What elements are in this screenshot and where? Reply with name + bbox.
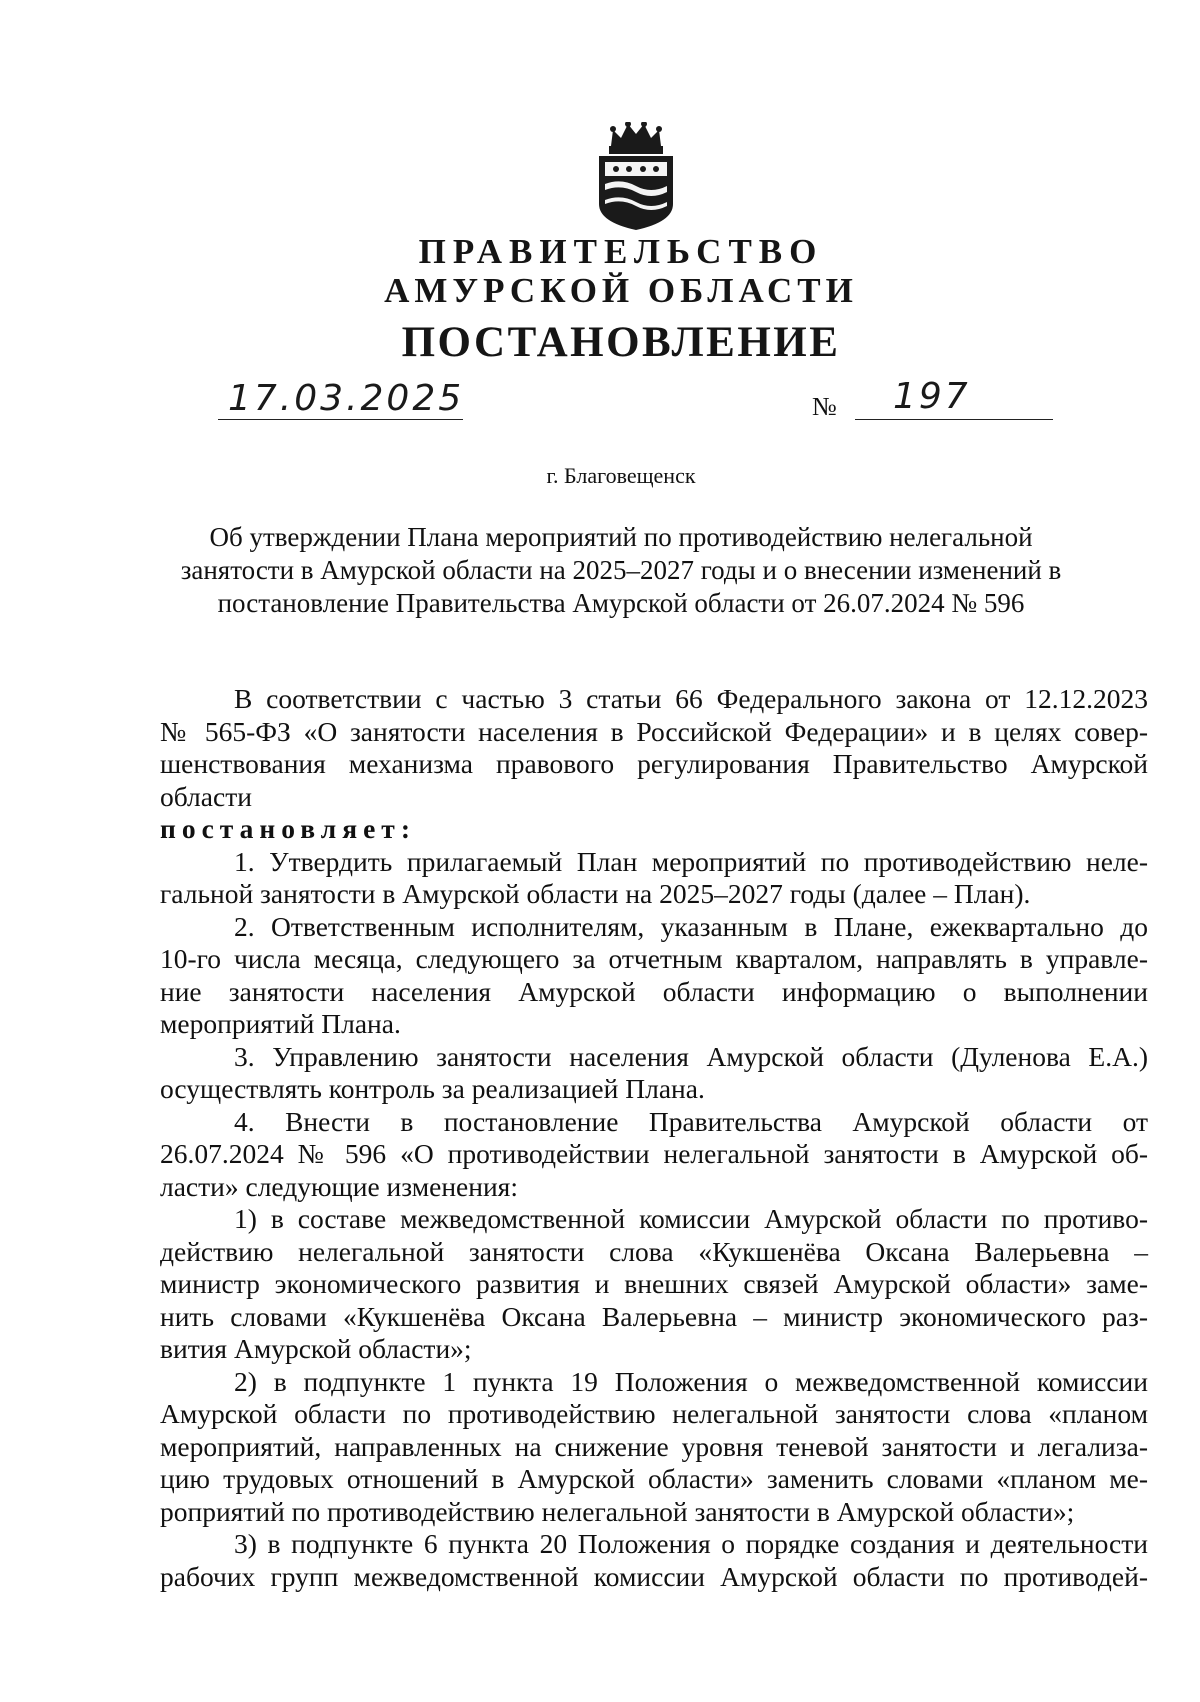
document-body <box>160 683 1148 1593</box>
number-sign: № <box>812 392 837 421</box>
subitem-2-line: Амурской области по противодействию нелегальной занятости слова «планом <box>160 1398 1148 1429</box>
paragraph-1-line: гальной занятости в Амурской области на 2025–2027 годы (далее – План). <box>160 878 1031 909</box>
subitem-2-line: 2) в подпункте 1 пункта 19 Положения о межведомственной комиссии <box>234 1365 1148 1397</box>
preamble-line: области <box>160 780 252 812</box>
paragraph-1-line: 1. Утвердить прилагаемый План мероприятий по противодействию неле- <box>234 845 1148 877</box>
subitem-2-line: цию трудовых отношений в Амурской области» заменить словами «планом ме- <box>160 1463 1148 1494</box>
paragraph-2-line: ние занятости населения Амурской области информацию о выполнении <box>160 975 1148 1007</box>
preamble-line: № 565-ФЗ «О занятости населения в Российской Федерации» и в целях совер- <box>160 715 1148 747</box>
handwritten-number: 197 <box>893 376 971 417</box>
document-title-line2: занятости в Амурской области на 2025–2027 годы и о внесении изменений в <box>180 555 1062 585</box>
paragraph-4-line: ласти» следующие изменения: <box>160 1170 518 1202</box>
paragraph-2-line: мероприятий Плана. <box>160 1008 401 1039</box>
preamble-line: шенствования механизма правового регулирования Правительство Амурской <box>160 748 1148 779</box>
handwritten-date: 17.03.2025 <box>228 378 465 419</box>
preamble-line: В соответствии с частью 3 статьи 66 Федерального закона от 12.12.2023 <box>234 683 1148 714</box>
government-name-line2: АМУРСКОЙ ОБЛАСТИ <box>384 271 858 310</box>
subitem-2-line: мероприятий, направленных на снижение уровня теневой занятости и легализа- <box>160 1430 1148 1462</box>
paragraph-3-line: 3. Управлению занятости населения Амурской области (Дуленова Е.А.) <box>234 1040 1148 1072</box>
document-title-line1: Об утверждении Плана мероприятий по противодействию нелегальной <box>209 522 1033 552</box>
subitem-1-line: вития Амурской области»; <box>160 1333 472 1364</box>
paragraph-2-line: 2. Ответственным исполнителям, указанным в Плане, ежеквартально до <box>234 910 1148 942</box>
subitem-3-line: рабочих групп межведомственной комиссии Амурской области по противодей- <box>160 1560 1148 1592</box>
number-underline <box>855 419 1053 420</box>
paragraph-4-line: 26.07.2024 № 596 «О противодействии нелегальной занятости в Амурской об- <box>160 1138 1148 1169</box>
subitem-2-line: роприятий по противодействию нелегальной занятости в Амурской области»; <box>160 1495 1075 1527</box>
subitem-1-line: нить словами «Кукшенёва Оксана Валерьевна – министр экономического раз- <box>160 1300 1148 1332</box>
subitem-1-line: 1) в составе межведомственной комиссии Амурской области по противо- <box>234 1203 1148 1234</box>
coat-of-arms-emblem <box>591 122 681 232</box>
document-title-line3: постановление Правительства Амурской области от 26.07.2024 № 596 <box>217 588 1025 618</box>
paragraph-3-line: осуществлять контроль за реализацией Плана. <box>160 1073 705 1104</box>
subitem-3-line: 3) в подпункте 6 пункта 20 Положения о порядке создания и деятельности <box>234 1528 1148 1559</box>
subitem-1-line: действию нелегальной занятости слова «Кукшенёва Оксана Валерьевна – <box>160 1235 1148 1267</box>
subitem-1-line: министр экономического развития и внешних связей Амурской области» заме- <box>160 1268 1148 1299</box>
paragraph-2-line: 10-го числа месяца, следующего за отчетным кварталом, направлять в управле- <box>160 943 1148 974</box>
paragraph-4-line: 4. Внести в постановление Правительства Амурской области от <box>234 1105 1148 1137</box>
city-label: г. Благовещенск <box>546 463 696 488</box>
document-type-heading: ПОСТАНОВЛЕНИЕ <box>401 319 841 366</box>
resolves-heading: постановляет: <box>160 813 416 844</box>
government-name-line1: ПРАВИТЕЛЬСТВО <box>418 232 824 271</box>
date-underline <box>218 419 463 420</box>
